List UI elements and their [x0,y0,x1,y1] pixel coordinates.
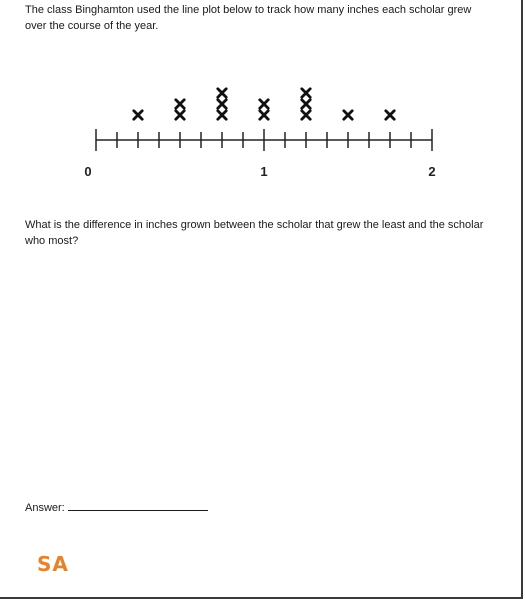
x-mark [260,100,268,108]
tick-label: 0 [84,164,92,179]
x-mark [302,100,310,108]
question-intro: The class Binghamton used the line plot below to track how many inches each scholar grew over the course of the year. [25,4,472,32]
sa-badge: SA [37,552,69,576]
x-mark [134,111,142,119]
plot-marks [134,89,394,119]
x-mark [344,111,352,119]
question-prompt: What is the difference in inches grown between the scholar that grew the least and the scholar who most? [25,219,484,247]
x-mark [260,111,268,119]
x-mark [218,100,226,108]
x-mark [176,100,184,108]
tick-label: 1 [260,164,268,179]
x-mark [302,111,310,119]
x-mark [176,111,184,119]
answer-label: Answer: [25,502,65,514]
answer-blank[interactable] [68,499,208,511]
x-mark [386,111,394,119]
x-mark [218,111,226,119]
tick-label: 2 [428,164,436,179]
answer-area [25,499,208,515]
x-mark [302,89,310,97]
tick-labels [84,164,435,179]
x-mark [218,89,226,97]
line-plot [80,60,450,190]
